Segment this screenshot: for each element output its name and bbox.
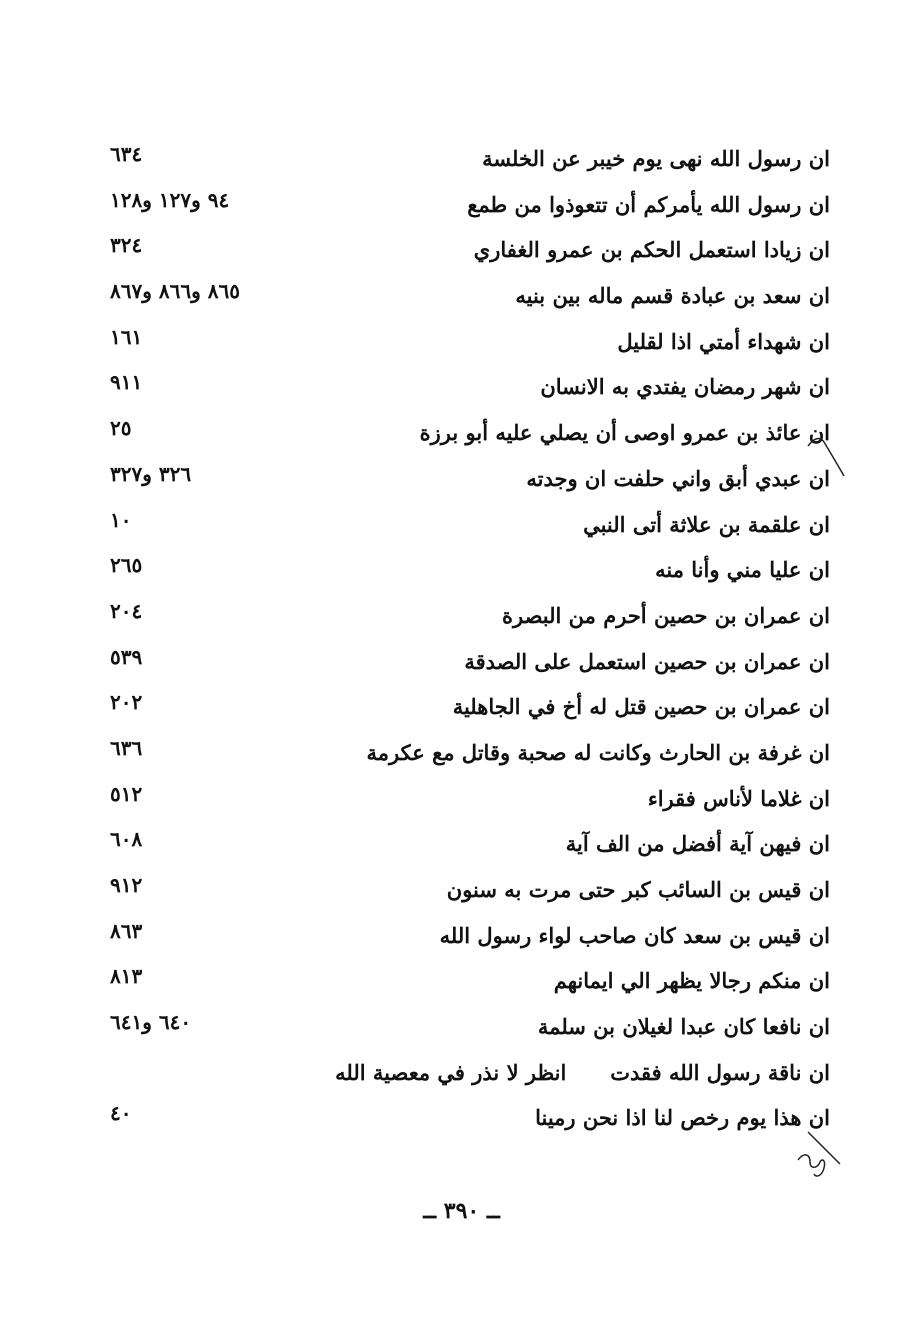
entry-text: ان غلاما لأناس فقراء [647,785,830,811]
index-entry [100,323,830,369]
entry-page-ref: ٨١٣ [110,964,143,989]
entry-page-ref: ٣٢٦ و٣٢٧ [110,461,192,486]
entry-page-ref: ٣٢٤ [110,233,143,258]
entry-text: ان رسول الله نهى يوم خيبر عن الخلسة [482,146,830,171]
index-entry [100,277,830,323]
index-entry [100,1008,830,1054]
entry-page-ref: ١٠ [110,507,132,532]
entry-text: ان شهداء أمتي اذا لقليل [617,328,830,354]
entry-page-ref: ٢٠٤ [110,598,143,623]
entry-text: ان نافعا كان عبدا لغيلان بن سلمة [537,1014,830,1040]
entry-page-ref: ٢٥ [110,416,132,441]
entry-page-ref: ٩١٢ [110,873,143,897]
entry-text: ان عمران بن حصين أحرم من البصرة [502,602,830,628]
index-entry [100,368,830,414]
index-entry [100,643,830,689]
index-entry [100,871,830,917]
entry-page-ref: ٦٠٨ [110,827,143,852]
index-entry [100,140,830,186]
index-entry [100,825,830,871]
entry-text: ان عبدي أبق واني حلفت ان وجدته [526,465,830,491]
index-entry [100,186,830,232]
entry-text: ان سعد بن عبادة قسم ماله بين بنيه [515,283,830,309]
entry-page-ref: ٢٠٢ [110,690,143,715]
index-entry [100,506,830,552]
entry-page-ref: ٩٤ و١٢٧ و١٢٨ [110,187,230,212]
entry-page-ref: ٨٦٣ [110,918,143,943]
index-entry [100,551,830,597]
entry-text: ان عمران بن حصين استعمل على الصدقة [464,648,830,674]
entry-text: ان عمران بن حصين قتل له أخ في الجاهلية [452,694,830,720]
entry-text: ان منكم رجالا يظهر الي ايمانهم [553,968,830,994]
page-number: ــ ٣٩٠ ــ [423,1198,500,1224]
entry-text: ان ناقة رسول الله فقدت انظر لا نذر في معصية الله [335,1059,830,1085]
index-entry [100,688,830,734]
entry-page-ref: ١٦١ [110,324,143,349]
index-entry [100,414,830,460]
index-entry [100,917,830,963]
entry-page-ref: ٤٠ [110,1101,132,1126]
index-entry [100,962,830,1008]
entry-text: ان علقمة بن علاثة أتى النبي [583,511,830,537]
entry-page-ref: ٢٦٥ [110,553,143,578]
entry-text: ان عائذ بن عمرو اوصى أن يصلي عليه أبو برزة [419,420,830,446]
index-entry [100,231,830,277]
entry-page-ref: ٦٣٦ [110,735,143,760]
index-entries [100,140,830,1145]
entry-text: ان قيس بن سعد كان صاحب لواء رسول الله [439,922,830,948]
entry-page-ref: ٦٣٤ [110,142,143,166]
index-entry [100,780,830,826]
pen-mark-stroke [800,418,860,478]
pen-mark-scribble [780,1118,860,1188]
index-entry [100,734,830,780]
entry-text: ان زيادا استعمل الحكم بن عمرو الغفاري [473,237,830,263]
entry-text: ان قيس بن السائب كبر حتى مرت به سنون [446,877,830,902]
entry-page-ref: ٩١١ [110,370,143,395]
entry-text: ان هذا يوم رخص لنا اذا نحن رمينا [535,1105,830,1131]
entry-text: ان فيهن آية أفضل من الف آية [565,831,830,857]
entry-page-ref: ٥١٢ [110,781,143,806]
index-entry [100,597,830,643]
entry-text: ان غرفة بن الحارث وكانت له صحبة وقاتل مع عكرمة [366,739,830,765]
index-entry [100,1054,830,1100]
entry-page-ref: ٥٣٩ [110,644,143,669]
index-entry [100,460,830,506]
entry-page-ref: ٦٤٠ و٦٤١ [110,1010,192,1035]
index-entry [100,1099,830,1145]
entry-text: ان عليا مني وأنا منه [655,557,830,583]
entry-text: ان رسول الله يأمركم أن تتعوذوا من طمع [467,191,830,217]
entry-page-ref: ٨٦٥ و٨٦٦ و٨٦٧ [110,279,240,304]
entry-text: ان شهر رمضان يفتدي به الانسان [540,374,830,400]
